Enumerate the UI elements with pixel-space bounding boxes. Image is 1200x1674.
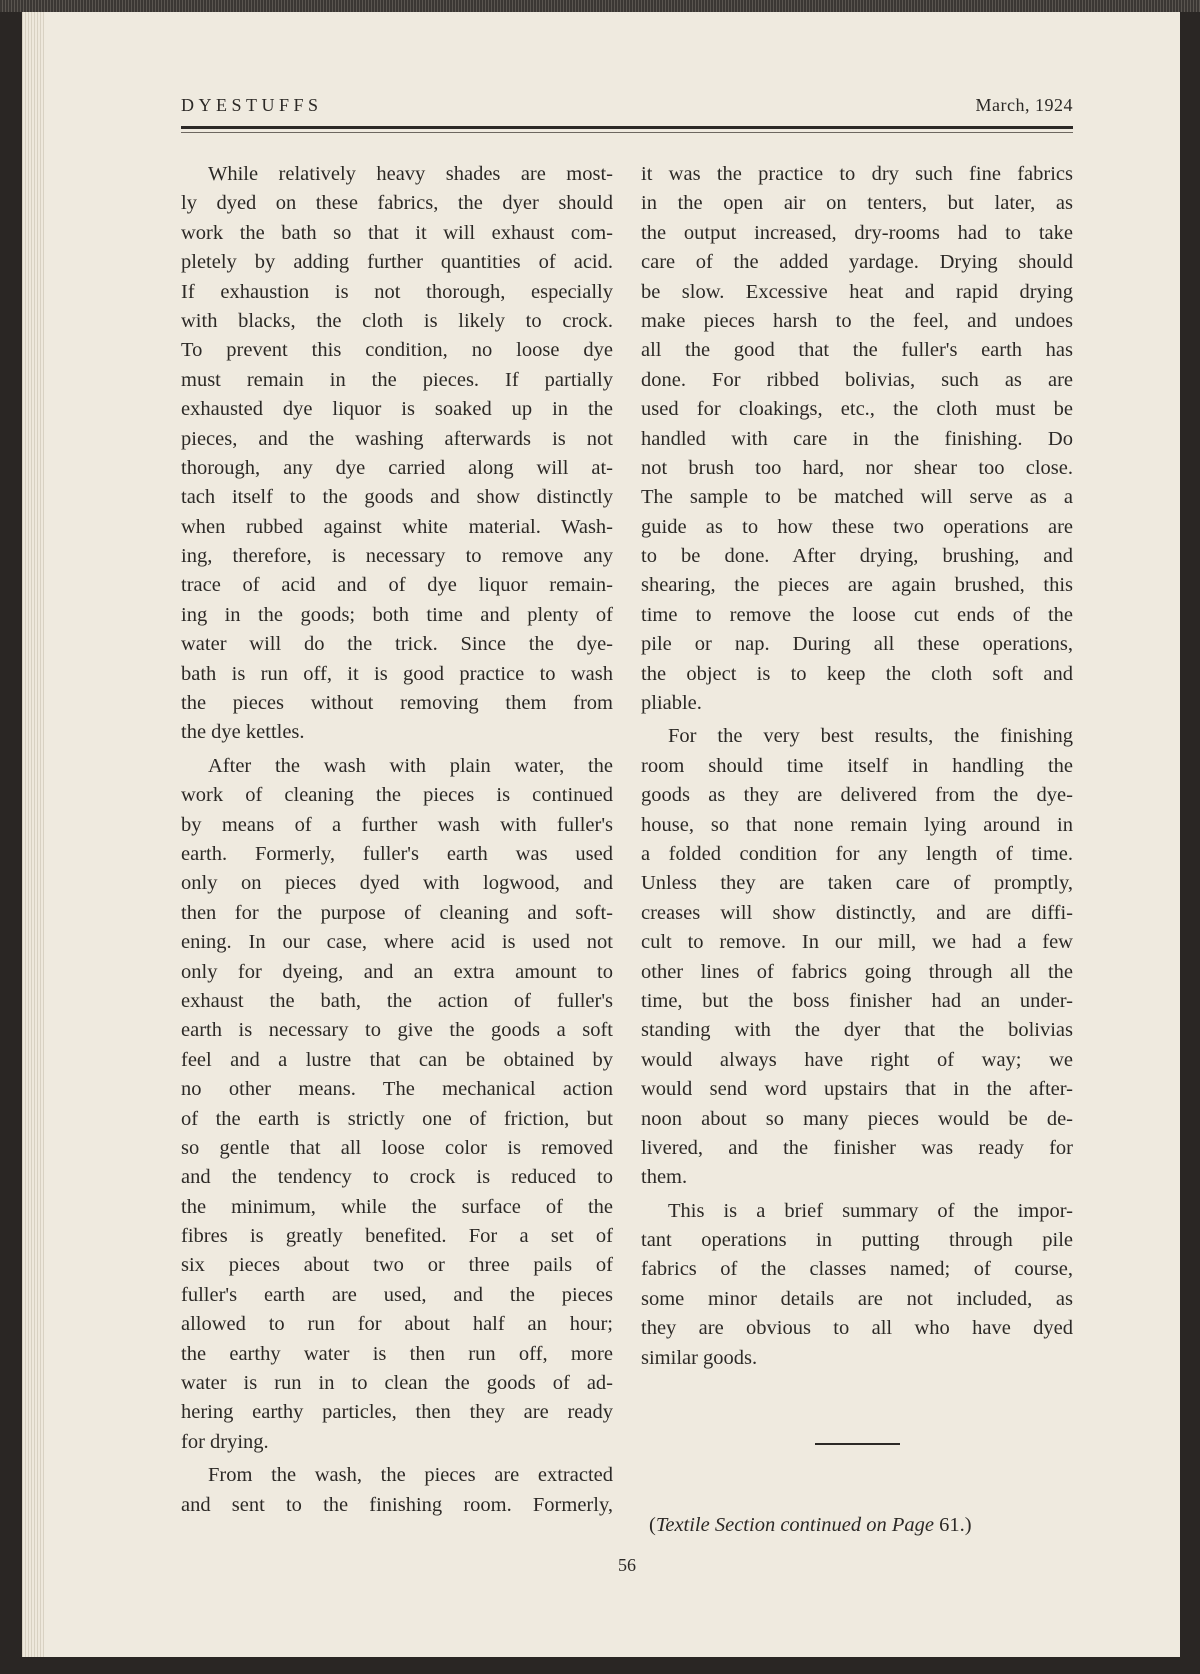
text-line: guide as to how these two operations are <box>641 515 1073 538</box>
text-line: all the good that the fuller's earth has <box>641 339 1073 362</box>
text-line: six pieces about two or three pails of <box>181 1254 613 1277</box>
text-line: in the open air on tenters, but later, as <box>641 192 1073 215</box>
text-line: pliable. <box>641 692 702 715</box>
page-stack-edge <box>22 12 44 1657</box>
text-line: and sent to the finishing room. Formerly, <box>181 1493 613 1516</box>
text-line: tach itself to the goods and show distinctly <box>181 486 613 509</box>
text-line: From the wash, the pieces are extracted <box>208 1464 613 1487</box>
paragraph <box>181 160 613 748</box>
text-line: only on pieces dyed with logwood, and <box>181 872 613 895</box>
text-line: pile or nap. During all these operations, <box>641 633 1073 656</box>
text-line: be slow. Excessive heat and rapid drying <box>641 280 1073 303</box>
text-line: fuller's earth are used, and the pieces <box>181 1283 613 1306</box>
right-column <box>641 160 1073 1377</box>
text-line: work of cleaning the pieces is continued <box>181 784 613 807</box>
text-line: exhausted dye liquor is soaked up in the <box>181 398 613 421</box>
text-line: To prevent this condition, no loose dye <box>181 339 613 362</box>
text-line: fabrics of the classes named; of course, <box>641 1258 1073 1281</box>
text-line: livered, and the finisher was ready for <box>641 1136 1073 1159</box>
note-text: Textile Section continued on Page <box>655 1514 935 1536</box>
text-line: ly dyed on these fabrics, the dyer should <box>181 192 613 215</box>
text-line: Unless they are taken care of promptly, <box>641 872 1073 895</box>
text-line: bath is run off, it is good practice to wash <box>181 662 613 685</box>
paragraph <box>641 722 1073 1192</box>
text-line: with blacks, the cloth is likely to crock. <box>181 309 613 332</box>
text-line: water is run in to clean the goods of ad- <box>181 1372 613 1395</box>
text-line: For the very best results, the finishing <box>668 725 1073 748</box>
text-line: pieces, and the washing afterwards is not <box>181 427 613 450</box>
text-line: noon about so many pieces would be de- <box>641 1107 1073 1130</box>
text-line: If exhaustion is not thorough, especially <box>181 280 613 303</box>
page-number: 56 <box>618 1555 636 1575</box>
text-line: earth is necessary to give the goods a soft <box>181 1019 613 1042</box>
text-line: used for cloakings, etc., the cloth must be <box>641 398 1073 421</box>
text-line: ing in the goods; both time and plenty of <box>181 603 613 626</box>
text-line: the earthy water is then run off, more <box>181 1342 613 1365</box>
text-line: allowed to run for about half an hour; <box>181 1313 613 1336</box>
text-line: then for the purpose of cleaning and soft- <box>181 901 613 924</box>
text-line: a folded condition for any length of time. <box>641 842 1073 865</box>
text-line: feel and a lustre that can be obtained by <box>181 1048 613 1071</box>
text-line: trace of acid and of dye liquor remain- <box>181 574 613 597</box>
text-line: goods as they are delivered from the dye- <box>641 784 1073 807</box>
paragraph <box>181 752 613 1457</box>
text-line: room should time itself in handling the <box>641 754 1073 777</box>
text-line: thorough, any dye carried along will at- <box>181 456 613 479</box>
text-line: fibres is greatly benefited. For a set of <box>181 1225 613 1248</box>
section-end-rule <box>815 1443 900 1445</box>
text-line: for drying. <box>181 1430 269 1453</box>
header-rule-thick <box>181 126 1073 129</box>
note-page: 61.) <box>934 1514 972 1536</box>
text-line: similar goods. <box>641 1346 758 1369</box>
text-line: pletely by adding further quantities of acid. <box>181 251 613 274</box>
paragraph <box>641 1197 1073 1373</box>
text-line: when rubbed against white material. Wash- <box>181 515 613 538</box>
issue-date: March, 1924 <box>975 95 1073 115</box>
text-line: not brush too hard, nor shear too close. <box>641 456 1073 479</box>
text-line: earth. Formerly, fuller's earth was used <box>181 842 613 865</box>
journal-title: DYESTUFFS <box>181 95 323 115</box>
text-line: must remain in the pieces. If partially <box>181 368 613 391</box>
text-line: the minimum, while the surface of the <box>181 1195 613 1218</box>
text-line: standing with the dyer that the bolivias <box>641 1019 1073 1042</box>
text-line: by means of a further wash with fuller's <box>181 813 613 836</box>
text-line: to be done. After drying, brushing, and <box>641 545 1073 568</box>
text-line: After the wash with plain water, the <box>208 754 613 777</box>
header-rule-thin <box>181 132 1073 133</box>
text-line: make pieces harsh to the feel, and undoes <box>641 309 1073 332</box>
text-line: other lines of fabrics going through all the <box>641 960 1073 983</box>
text-line: it was the practice to dry such fine fabrics <box>641 163 1073 185</box>
text-line: This is a brief summary of the impor- <box>668 1199 1073 1222</box>
text-line: so gentle that all loose color is removed <box>181 1136 613 1159</box>
text-line: the dye kettles. <box>181 721 305 744</box>
text-line: time to remove the loose cut ends of the <box>641 603 1073 626</box>
note-paren: ( <box>649 1514 656 1536</box>
text-line: cult to remove. In our mill, we had a few <box>641 931 1073 954</box>
text-line: of the earth is strictly one of friction, but <box>181 1107 613 1130</box>
text-line: and the tendency to crock is reduced to <box>181 1166 613 1189</box>
book-binding-top <box>0 0 1200 12</box>
text-line: the object is to keep the cloth soft and <box>641 662 1073 685</box>
text-line: would send word upstairs that in the after- <box>641 1078 1073 1101</box>
text-line: While relatively heavy shades are most- <box>208 163 613 185</box>
text-line: water will do the trick. Since the dye- <box>181 633 613 656</box>
text-line: no other means. The mechanical action <box>181 1078 613 1101</box>
text-line: care of the added yardage. Drying should <box>641 251 1073 274</box>
text-line: they are obvious to all who have dyed <box>641 1317 1073 1340</box>
text-line: handled with care in the finishing. Do <box>641 427 1073 450</box>
text-line: work the bath so that it will exhaust com- <box>181 221 613 244</box>
text-line: the pieces without removing them from <box>181 692 613 715</box>
text-line: them. <box>641 1166 688 1189</box>
text-line: shearing, the pieces are again brushed, this <box>641 574 1073 597</box>
text-line: the output increased, dry-rooms had to take <box>641 221 1073 244</box>
text-line: done. For ribbed bolivias, such as are <box>641 368 1073 391</box>
paragraph <box>641 160 1073 718</box>
running-header <box>181 95 1073 119</box>
text-line: house, so that none remain lying around in <box>641 813 1073 836</box>
text-line: exhaust the bath, the action of fuller's <box>181 989 613 1012</box>
paragraph <box>181 1461 613 1520</box>
text-line: hering earthy particles, then they are ready <box>181 1401 613 1424</box>
continuation-note <box>649 1514 972 1537</box>
text-line: tant operations in putting through pile <box>641 1229 1073 1252</box>
text-line: time, but the boss finisher had an under- <box>641 989 1073 1012</box>
text-line: ening. In our case, where acid is used not <box>181 931 613 954</box>
text-line: creases will show distinctly, and are diffi- <box>641 901 1073 924</box>
text-line: would always have right of way; we <box>641 1048 1073 1071</box>
left-column <box>181 160 613 1524</box>
text-line: some minor details are not included, as <box>641 1287 1073 1310</box>
text-line: ing, therefore, is necessary to remove any <box>181 545 613 568</box>
text-line: only for dyeing, and an extra amount to <box>181 960 613 983</box>
text-line: The sample to be matched will serve as a <box>641 486 1073 509</box>
